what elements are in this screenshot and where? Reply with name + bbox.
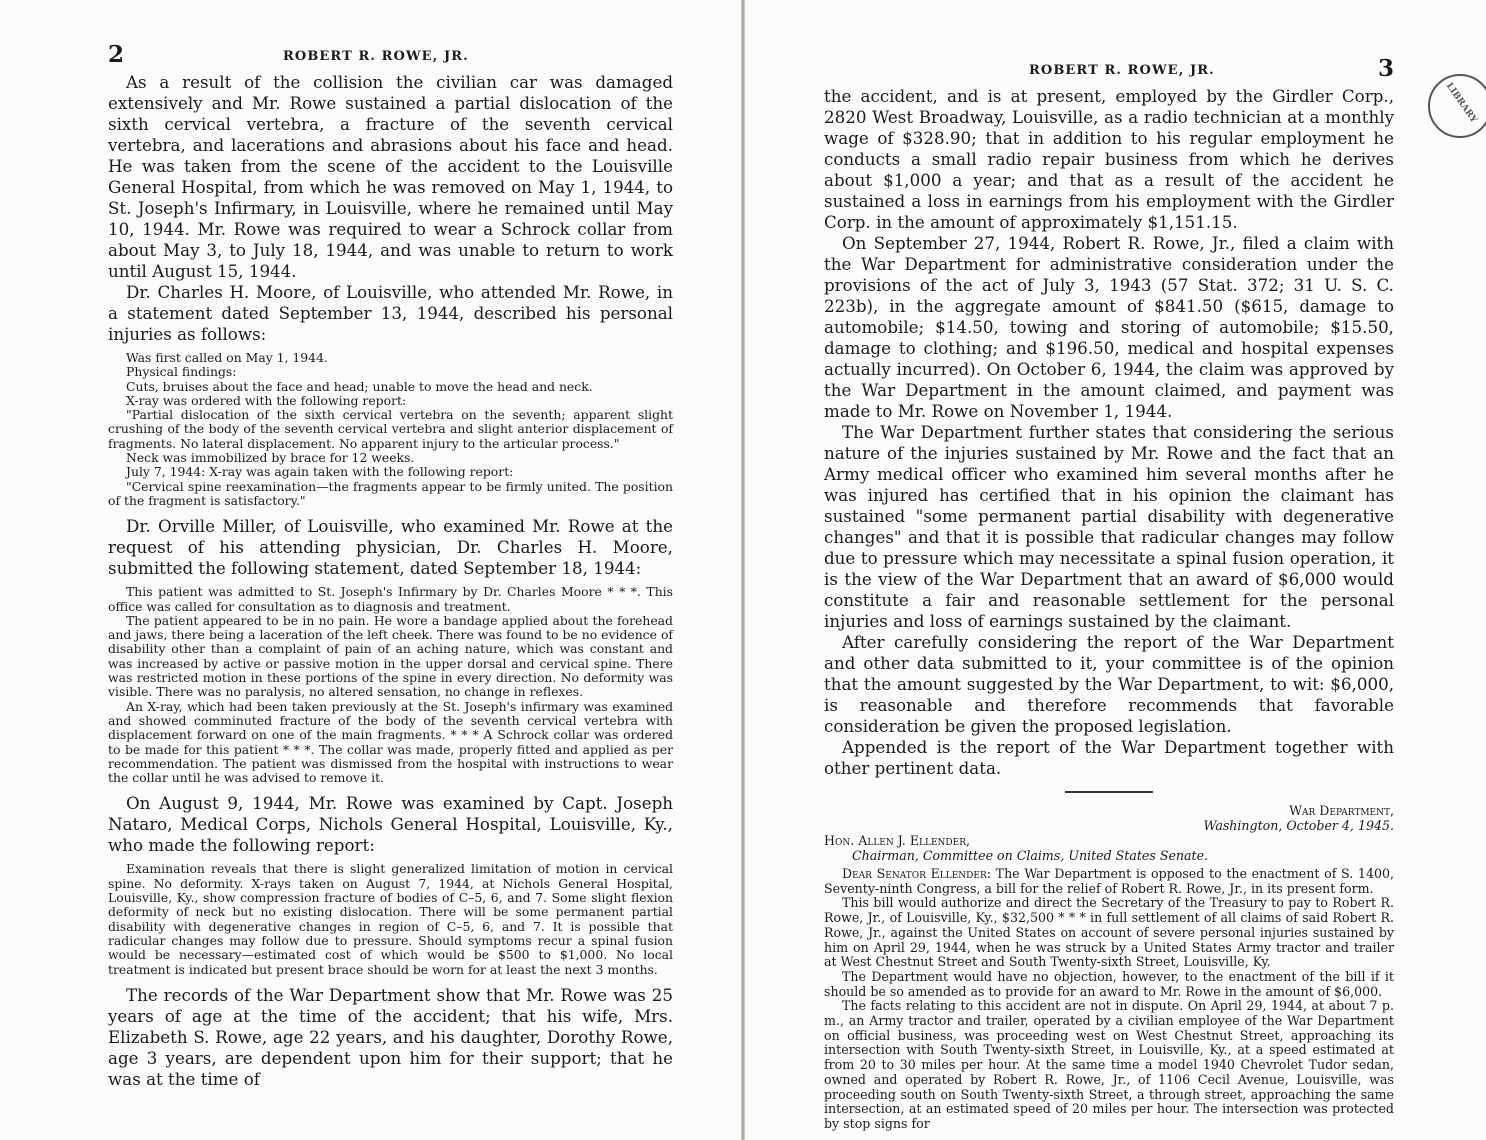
stamp-text: LIBRARY	[1443, 81, 1479, 125]
paragraph: On September 27, 1944, Robert R. Rowe, Jr., filed a claim with the War Department for administrative consideration under the provisions of the act of July 3, 1943 (57 Stat. 372; 31 U. S. C. 223b), in the aggregate amount of $841.50 ($615, damage to automobile; $14.50, towing and storing of automobile; $15.50, damage to clothing; and $196.50, medical and hospital expenses actually incurred). On October 6, 1944, the claim was approved by the War Department in the amount claimed, and payment was made to Mr. Rowe on November 1, 1944.	[824, 233, 1394, 421]
quote-paragraph: The patient appeared to be in no pain. He wore a bandage applied about the forehead and jaws, there being a laceration of the left cheek. There was found to be no evidence of disability other than a complaint of pain of an aching nature, which was constant and was increased by active or passive motion in the upper dorsal and cervical spine. There was restricted motion in these portions of the spine in every direction. No deformity was visible. There was no paralysis, no altered sensation, no change in reflexes.	[108, 612, 673, 700]
paragraph: The War Department further states that considering the serious nature of the injuries sustained by Mr. Rowe and the fact that an Army medical officer who examined him several months after he was injured has certified that in his opinion the claimant has sustained "some permanent partial disability with degenerative changes" and that it is possible that radicular changes may follow due to pressure which may necessitate a spinal fusion operation, it is the view of the War Department that an award of $6,000 would constitute a fair and reasonable settlement for the personal injuries and loss of earnings sustained by the claimant.	[824, 422, 1394, 631]
page-number: 2	[108, 41, 125, 68]
letter-date: Washington, October 4, 1945.	[1203, 818, 1394, 833]
library-stamp	[1428, 74, 1486, 138]
paragraph: As a result of the collision the civilian car was damaged extensively and Mr. Rowe sustained a partial dislocation of the sixth cervical vertebra, a fracture of the seventh cervical vertebra, and lacerations and abrasions about his face and head. He was taken from the scene of the accident to the Louisville General Hospital, from which he was removed on May 1, 1944, to St. Joseph's Infirmary, in Louisville, where he remained until May 10, 1944. Mr. Rowe was required to wear a Schrock collar from about May 3, to July 18, 1944, and was unable to return to work until August 15, 1944.	[108, 72, 673, 281]
quote-line: Was first called on May 1, 1944.	[126, 350, 328, 365]
quote-line: Cuts, bruises about the face and head; unable to move the head and neck.	[126, 378, 593, 394]
addressee-title: Chairman, Committee on Claims, United States Senate.	[852, 848, 1209, 863]
salutation: Dear Senator Ellender:	[842, 866, 991, 881]
divider	[1065, 791, 1153, 793]
running-head: ROBERT R. ROWE, JR.	[1029, 63, 1215, 78]
quote-paragraph: Examination reveals that there is slight generalized limitation of motion in cervical spine. No deformity. X-rays taken on August 7, 1944, at Nichols General Hospital, Louisville, Ky., show compression fracture of bodies of C–5, 6, and 7. Some slight flexion deformity of neck but no existing dislocation. There will be some permanent partial disability with degenerative changes in region of C–5, 6, and 7. It is possible that radicular changes may follow due to pressure. Should symptoms recur a spinal fusion would be necessary—estimated cost of which would be $500 to $1,000. No local treatment is indicated but present brace should be worn for at least the next 3 months.	[108, 861, 673, 977]
paragraph: On August 9, 1944, Mr. Rowe was examined by Capt. Joseph Nataro, Medical Corps, Nichols General Hospital, Louisville, Ky., who made the following report:	[108, 793, 673, 856]
quote-line: "Partial dislocation of the sixth cervical vertebra on the seventh; apparent slight crushing of the body of the seventh cervical vertebra and slight anterior displacement of fragments. No lateral displacement. No apparent injury to the articular process."	[108, 407, 673, 451]
paragraph: After carefully considering the report of the War Department and other data submitted to it, your committee is of the opinion that the amount suggested by the War Department, to wit: $6,000, is reasonable and therefore recommends that favorable consideration be given the proposed legislation.	[824, 632, 1394, 736]
running-head: ROBERT R. ROWE, JR.	[283, 49, 469, 64]
quote-line: X-ray was ordered with the following report:	[126, 392, 407, 408]
letter-address	[824, 833, 1394, 863]
paragraph: the accident, and is at present, employed by the Girdler Corp., 2820 West Broadway, Louisville, as a radio technician at a monthly wage of $328.90; that in addition to his regular employment he conducts a small radio repair business from which he derives about $1,000 a year; and that as a result of the accident he sustained a loss in earnings from his employment with the Girdler Corp. in the amount of approximately $1,151.15.	[824, 86, 1394, 232]
quote-paragraph: An X-ray, which had been taken previously at the St. Joseph's infirmary was examined and showed comminuted fracture of the body of the seventh cervical vertebra with displacement forward on one of the main fragments. * * * A Schrock collar was ordered to be made for this patient * * *. The collar was made, properly fitted and applied as per recommendation. The patient was dismissed from the hospital with instructions to wear the collar until he was advised to remove it.	[108, 698, 673, 786]
quote-block	[108, 862, 673, 976]
quote-line: "Cervical spine reexamination—the fragments appear to be firmly united. The position of the fragment is satisfactory."	[108, 478, 673, 508]
addressee-name: Hon. Allen J. Ellender,	[824, 833, 970, 848]
left-header	[108, 41, 673, 72]
quote-block	[108, 585, 673, 785]
letter-paragraph: This bill would authorize and direct the Secretary of the Treasury to pay to Robert R. Rowe, Jr., of Louisville, Ky., $32,500 * * * in full settlement of all claims of said Robert R. Rowe, Jr., against the United States on account of severe personal injuries sustained by him on April 29, 1944, when he was struck by a United States Army tractor and trailer at West Chestnut Street and South Twenty-sixth Street, Louisville, Ky.	[824, 895, 1394, 970]
letter-paragraph: The War Department is opposed to the enactment of S. 1400, Seventy-ninth Congress, a bill for the relief of Robert R. Rowe, Jr., in its present form.	[824, 866, 1394, 896]
right-header	[824, 55, 1394, 86]
quote-block	[108, 351, 673, 508]
right-page	[743, 0, 1486, 1140]
quote-line: Physical findings:	[126, 364, 237, 380]
quote-line: July 7, 1944: X-ray was again taken with the following report:	[126, 464, 514, 480]
paragraph: The records of the War Department show that Mr. Rowe was 25 years of age at the time of the accident; that his wife, Mrs. Elizabeth S. Rowe, age 22 years, and his daughter, Dorothy Rowe, age 3 years, are dependent upon him for their support; that he was at the time of	[108, 984, 673, 1089]
letter-heading	[824, 803, 1394, 833]
letter-department: War Department,	[1289, 803, 1394, 818]
quote-line: Neck was immobilized by brace for 12 weeks.	[126, 450, 415, 466]
letter-body	[824, 867, 1394, 1132]
letter-paragraph: The Department would have no objection, however, to the enactment of the bill if it should be so amended as to provide for an award to Mr. Rowe in the amount of $6,000.	[824, 968, 1394, 999]
quote-paragraph: This patient was admitted to St. Joseph's Infirmary by Dr. Charles Moore * * *. This office was called for consultation as to diagnosis and treatment.	[108, 584, 673, 614]
page-number: 3	[1377, 55, 1394, 82]
letter-paragraph: The facts relating to this accident are not in dispute. On April 29, 1944, at about 7 p. m., an Army tractor and trailer, operated by a civilian employee of the War Department on official business, was proceeding west on West Chestnut Street, approaching its intersection with South Twenty-sixth Street, in Louisville, Ky., at a speed estimated at from 20 to 30 miles per hour. At the same time a model 1940 Chevrolet Tudor sedan, owned and operated by Robert R. Rowe, Jr., of 1106 Cecil Avenue, Louisville, was proceeding south on South Twenty-sixth Street, a through street, approaching the same intersection, at an estimated speed of 20 miles per hour. The intersection was protected by stop signs for	[824, 998, 1394, 1131]
paragraph: Appended is the report of the War Department together with other pertinent data.	[824, 737, 1394, 778]
paragraph: Dr. Orville Miller, of Louisville, who examined Mr. Rowe at the request of his attending physician, Dr. Charles H. Moore, submitted the following statement, dated September 18, 1944:	[108, 516, 673, 579]
page-gutter	[741, 0, 745, 1140]
paragraph: Dr. Charles H. Moore, of Louisville, who attended Mr. Rowe, in a statement dated September 13, 1944, described his personal injuries as follows:	[108, 282, 673, 344]
